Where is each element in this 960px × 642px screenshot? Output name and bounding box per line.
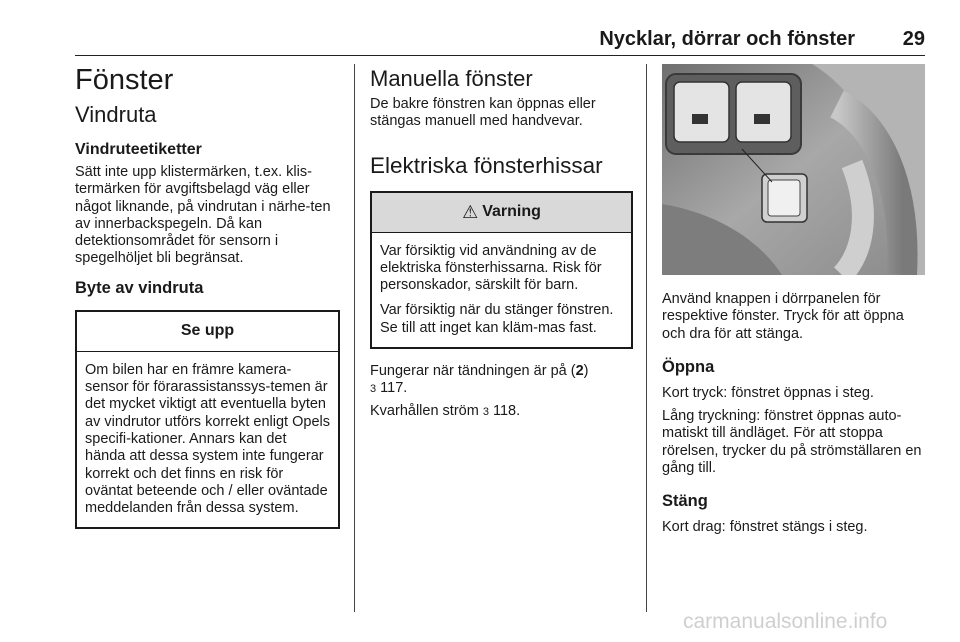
warning-body [372,233,631,347]
chapter-title: Nycklar, dörrar och fönster [599,28,855,50]
paragraph: Kort drag: fönstret stängs i steg. [662,519,868,536]
column-middle [370,64,633,421]
ignition-position: 2 [575,363,584,380]
section-title: Elektriska fönsterhissar [370,152,603,178]
paragraph [370,363,633,399]
paragraph [370,403,633,421]
page-ref-icon: 3 [482,405,489,418]
column-right [662,64,925,537]
paragraph: De bakre fönstren kan öppnas eller stängas manuell med handvevar. [370,96,596,130]
window-switch-illustration [662,64,925,275]
page-header [75,28,925,56]
section-title: Manuella fönster [370,66,533,91]
page-ref-link[interactable]: 117. [376,380,408,397]
topic-heading: Öppna [662,357,715,376]
window-switch-photo [662,64,925,275]
topic-heading: Byte av vindruta [75,278,204,297]
topic-heading: Stäng [662,492,708,511]
warning-header [372,193,631,233]
paragraph: Kort tryck: fönstret öppnas i steg. [662,384,874,401]
warning-text: Var försiktig när du stänger fönstren. Se till att inget kan kläm-mas fast. [380,302,614,336]
paragraph: Lång tryckning: fönstret öppnas auto-matiskt till ändläget. För att stoppa rörelsen, trycker du på strömställaren en gång till. [662,408,922,477]
column-divider [646,64,647,612]
warning-text: Var försiktig vid användning av de elektriska fönsterhissarna. Risk för personskador, särskilt för barn. [380,242,602,294]
text-fragment: Kvarhållen ström [370,402,483,419]
section-title: Fönster [75,64,174,96]
paragraph: Använd knappen i dörrpanelen för respektive fönster. Tryck för att öppna och dra för att stänga. [662,291,904,342]
page-ref-icon: 3 [370,383,377,396]
caution-title: Se upp [77,312,338,352]
caution-text: Om bilen har en främre kamera-sensor för förarassistanssys-temen är det mycket viktigt att eventuella byten av vindrutor utförs korrekt enligt Opels specifi-kationer. Annars kan det hända att dessa system inte fungerar korrekt och det finns en risk för oväntat beteende och / eller oväntade meddelanden från dessa system. [85,361,330,517]
warning-icon: ⚠ [462,202,479,223]
column-left [75,64,340,529]
caution-body [77,352,338,528]
text-fragment: ) [583,363,589,380]
column-divider [354,64,355,612]
text-fragment: Fungerar när tändningen är på ( [370,363,576,380]
page-ref-link[interactable]: 118. [488,402,521,419]
watermark: carmanualsonline.info [683,610,888,633]
topic-heading: Vindruteetiketter [75,141,202,158]
warning-box [370,191,633,349]
page-number: 29 [902,28,925,50]
subsection-title: Vindruta [75,102,157,127]
warning-title: Varning [482,203,541,221]
paragraph: Sätt inte upp klistermärken, t.ex. klis-termärken för avgiftsbelagd väg eller något liknande, på vindrutan i närhe-ten av innerbackspegeln. Då kan detektionsområdet för sensorn i spegelhöljet bli begränsat. [75,164,331,267]
header-rule [75,55,925,56]
caution-box [75,310,340,530]
